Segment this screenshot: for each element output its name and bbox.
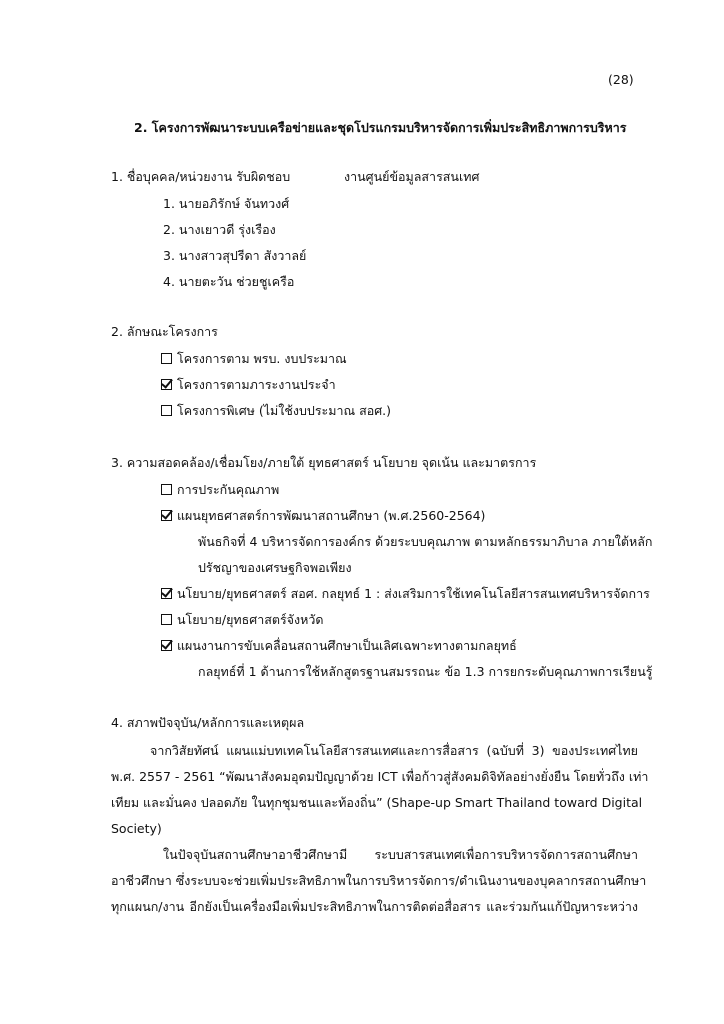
checkbox-icon[interactable] bbox=[161, 588, 172, 599]
section2-heading: 2. ลักษณะโครงการ bbox=[111, 324, 218, 339]
person-1: 1. นายอภิรักษ์ จันทวงศ์ bbox=[163, 196, 290, 211]
paragraph-line: เทียม และมั่นคง ปลอดภัย ในทุกชุมชนและท้องถิ่น” (Shape-up Smart Thailand toward Digital bbox=[111, 795, 643, 810]
person-2: 2. นางเยาวดี รุ่งเรือง bbox=[163, 222, 276, 237]
checkbox-icon[interactable] bbox=[161, 614, 172, 625]
page-number: (28) bbox=[608, 72, 634, 87]
option-detail: พันธกิจที่ 4 บริหารจัดการองค์กร ด้วยระบบคุณภาพ ตามหลักธรรมาภิบาล ภายใต้หลัก bbox=[198, 534, 653, 549]
project-type-option bbox=[161, 349, 347, 369]
paragraph-line: จากวิสัยทัศน์ แผนแม่บทเทคโนโลยีสารสนเทศและการสื่อสาร (ฉบับที่ 3) ของประเทศไทย bbox=[150, 743, 638, 758]
paragraph-line: Society) bbox=[111, 821, 162, 836]
option-label: โครงการพิเศษ (ไม่ใช้งบประมาณ สอศ.) bbox=[177, 403, 391, 418]
paragraph-line: พ.ศ. 2557 - 2561 “พัฒนาสังคมอุดมปัญญาด้วย ICT เพื่อก้าวสู่สังคมดิจิทัลอย่างยั่งยืน โดยทั่วถึง เท่า bbox=[111, 769, 649, 784]
alignment-option bbox=[161, 480, 279, 500]
responsible-unit: งานศูนย์ข้อมูลสารสนเทศ bbox=[344, 169, 480, 184]
project-title: 2. โครงการพัฒนาระบบเครือข่ายและชุดโปรแกรมบริหารจัดการเพิ่มประสิทธิภาพการบริหาร bbox=[134, 120, 627, 135]
option-label: นโยบาย/ยุทธศาสตร์ สอศ. กลยุทธ์ 1 : ส่งเสริมการใช้เทคโนโลยีสารสนเทศบริหารจัดการ bbox=[177, 586, 650, 601]
option-label: โครงการตาม พรบ. งบประมาณ bbox=[177, 351, 347, 366]
option-label: แผนงานการขับเคลื่อนสถานศึกษาเป็นเลิศเฉพาะทางตามกลยุทธ์ bbox=[177, 638, 517, 653]
checkbox-icon[interactable] bbox=[161, 640, 172, 651]
alignment-option bbox=[161, 584, 650, 604]
alignment-option bbox=[161, 506, 485, 526]
alignment-option bbox=[161, 636, 517, 656]
paragraph-line: ทุกแผนก/งาน อีกยังเป็นเครื่องมือเพิ่มประสิทธิภาพในการติดต่อสื่อสาร และร่วมกันแก้ปัญหาระหว่าง bbox=[111, 899, 638, 914]
section3-heading: 3. ความสอดคล้อง/เชื่อมโยง/ภายใต้ ยุทธศาสตร์ นโยบาย จุดเน้น และมาตรการ bbox=[111, 455, 537, 470]
project-type-option bbox=[161, 401, 391, 421]
person-3: 3. นางสาวสุปรีดา สังวาลย์ bbox=[163, 248, 307, 263]
option-label: แผนยุทธศาสตร์การพัฒนาสถานศึกษา (พ.ศ.2560-2564) bbox=[177, 508, 486, 523]
section1-heading: 1. ชื่อบุคคล/หน่วยงาน รับผิดชอบ bbox=[111, 169, 291, 184]
checkbox-icon[interactable] bbox=[161, 484, 172, 495]
option-label: นโยบาย/ยุทธศาสตร์จังหวัด bbox=[177, 612, 324, 627]
alignment-option bbox=[161, 610, 323, 630]
checkbox-icon[interactable] bbox=[161, 379, 172, 390]
section4-heading: 4. สภาพปัจจุบัน/หลักการและเหตุผล bbox=[111, 715, 305, 730]
option-label: การประกันคุณภาพ bbox=[177, 482, 280, 497]
option-detail: ปรัชญาของเศรษฐกิจพอเพียง bbox=[198, 560, 352, 575]
paragraph-line: อาชีวศึกษา ซึ่งระบบจะช่วยเพิ่มประสิทธิภาพในการบริหารจัดการ/ดำเนินงานของบุคลากรสถานศึกษา bbox=[111, 873, 647, 888]
project-type-option bbox=[161, 375, 336, 395]
option-detail: กลยุทธ์ที่ 1 ด้านการใช้หลักสูตรฐานสมรรถนะ ข้อ 1.3 การยกระดับคุณภาพการเรียนรู้ bbox=[198, 664, 653, 679]
checkbox-icon[interactable] bbox=[161, 510, 172, 521]
person-4: 4. นายตะวัน ช่วยชูเครือ bbox=[163, 274, 295, 289]
checkbox-icon[interactable] bbox=[161, 405, 172, 416]
paragraph-line: ในปัจจุบันสถานศึกษาอาชีวศึกษามี ระบบสารสนเทศเพื่อการบริหารจัดการสถานศึกษา bbox=[163, 847, 638, 862]
option-label: โครงการตามภาระงานประจำ bbox=[177, 377, 336, 392]
checkbox-icon[interactable] bbox=[161, 353, 172, 364]
